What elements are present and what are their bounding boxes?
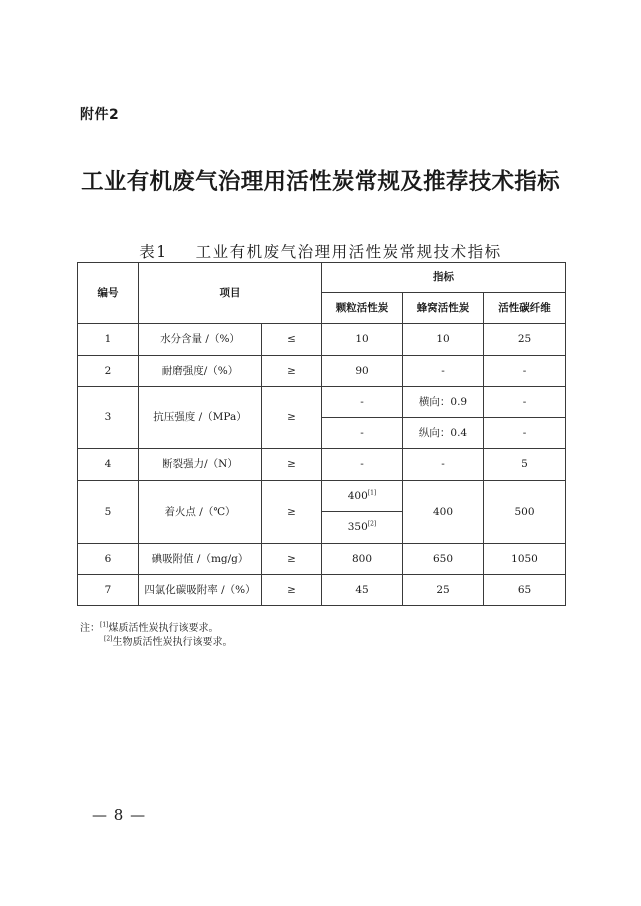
- header-granular: 颗粒活性炭: [322, 293, 403, 324]
- cell-fiber: 1050: [484, 544, 566, 575]
- spec-table: [77, 262, 566, 606]
- cell-granular: 90: [322, 356, 403, 387]
- cell-fiber: -: [484, 418, 566, 449]
- table-header-row: [78, 263, 566, 293]
- table-row: [78, 449, 566, 481]
- cell-honeycomb: 25: [403, 575, 484, 606]
- page-number: — 8 —: [92, 806, 147, 824]
- cell-fiber: 5: [484, 449, 566, 481]
- table-row: [78, 544, 566, 575]
- cell-operator: ≥: [262, 544, 322, 575]
- note-text: 生物质活性炭执行该要求。: [112, 637, 233, 648]
- note-line: [80, 622, 233, 636]
- cell-fiber: 65: [484, 575, 566, 606]
- cell-granular: [322, 481, 403, 512]
- cell-item: 着火点 /（℃）: [139, 481, 262, 544]
- cell-granular-value: 350: [347, 521, 368, 533]
- cell-granular: 800: [322, 544, 403, 575]
- cell-honeycomb: -: [403, 449, 484, 481]
- cell-operator: ≥: [262, 481, 322, 544]
- cell-item: 碘吸附值 /（mg/g）: [139, 544, 262, 575]
- cell-no: 3: [78, 387, 139, 449]
- cell-item: 耐磨强度/（%）: [139, 356, 262, 387]
- header-indicators: 指标: [322, 263, 566, 293]
- table-row: [78, 481, 566, 512]
- cell-granular: -: [322, 387, 403, 418]
- cell-honeycomb: -: [403, 356, 484, 387]
- cell-no: 5: [78, 481, 139, 544]
- note-line: [80, 636, 233, 650]
- cell-no: 7: [78, 575, 139, 606]
- cell-no: 4: [78, 449, 139, 481]
- document-title: 工业有机废气治理用活性炭常规及推荐技术指标: [81, 169, 560, 195]
- header-number: 编号: [78, 263, 139, 324]
- table-notes: [80, 622, 233, 650]
- cell-item: 四氯化碳吸附率 /（%）: [139, 575, 262, 606]
- note-text: 煤质活性炭执行该要求。: [108, 623, 219, 634]
- cell-item: 断裂强力/（N）: [139, 449, 262, 481]
- cell-operator: ≥: [262, 387, 322, 449]
- cell-operator: ≤: [262, 324, 322, 356]
- cell-fiber: 25: [484, 324, 566, 356]
- table-caption: [0, 240, 641, 262]
- cell-granular: 10: [322, 324, 403, 356]
- table-caption-number: 表1: [139, 243, 168, 261]
- cell-granular: -: [322, 418, 403, 449]
- footnote-ref: [2]: [367, 520, 377, 528]
- header-honeycomb: 蜂窝活性炭: [403, 293, 484, 324]
- table-caption-title: 工业有机废气治理用活性炭常规技术指标: [195, 243, 502, 261]
- table-row: [78, 575, 566, 606]
- cell-operator: ≥: [262, 356, 322, 387]
- cell-honeycomb: 横向：0.9: [403, 387, 484, 418]
- cell-honeycomb: 650: [403, 544, 484, 575]
- header-fiber: 活性碳纤维: [484, 293, 566, 324]
- table-row: [78, 356, 566, 387]
- cell-granular: [322, 512, 403, 544]
- footnote-ref: [1]: [367, 489, 377, 496]
- cell-fiber: -: [484, 387, 566, 418]
- cell-honeycomb: 400: [403, 481, 484, 544]
- cell-operator: ≥: [262, 575, 322, 606]
- cell-operator: ≥: [262, 449, 322, 481]
- cell-fiber: -: [484, 356, 566, 387]
- header-item: 项目: [139, 263, 322, 324]
- cell-honeycomb: 纵向：0.4: [403, 418, 484, 449]
- table-row: [78, 387, 566, 418]
- cell-item: 水分含量 /（%）: [139, 324, 262, 356]
- table-row: [78, 324, 566, 356]
- cell-no: 6: [78, 544, 139, 575]
- note-prefix: 注：: [80, 623, 100, 634]
- cell-fiber: 500: [484, 481, 566, 544]
- cell-honeycomb: 10: [403, 324, 484, 356]
- cell-no: 2: [78, 356, 139, 387]
- cell-granular-value: 400: [347, 489, 368, 502]
- cell-granular: -: [322, 449, 403, 481]
- footnote-ref: [1]: [100, 621, 109, 629]
- attachment-label: 附件2: [80, 107, 120, 123]
- cell-granular: 45: [322, 575, 403, 606]
- cell-item: 抗压强度 /（MPa）: [139, 387, 262, 449]
- footnote-ref: [2]: [104, 635, 113, 643]
- cell-no: 1: [78, 324, 139, 356]
